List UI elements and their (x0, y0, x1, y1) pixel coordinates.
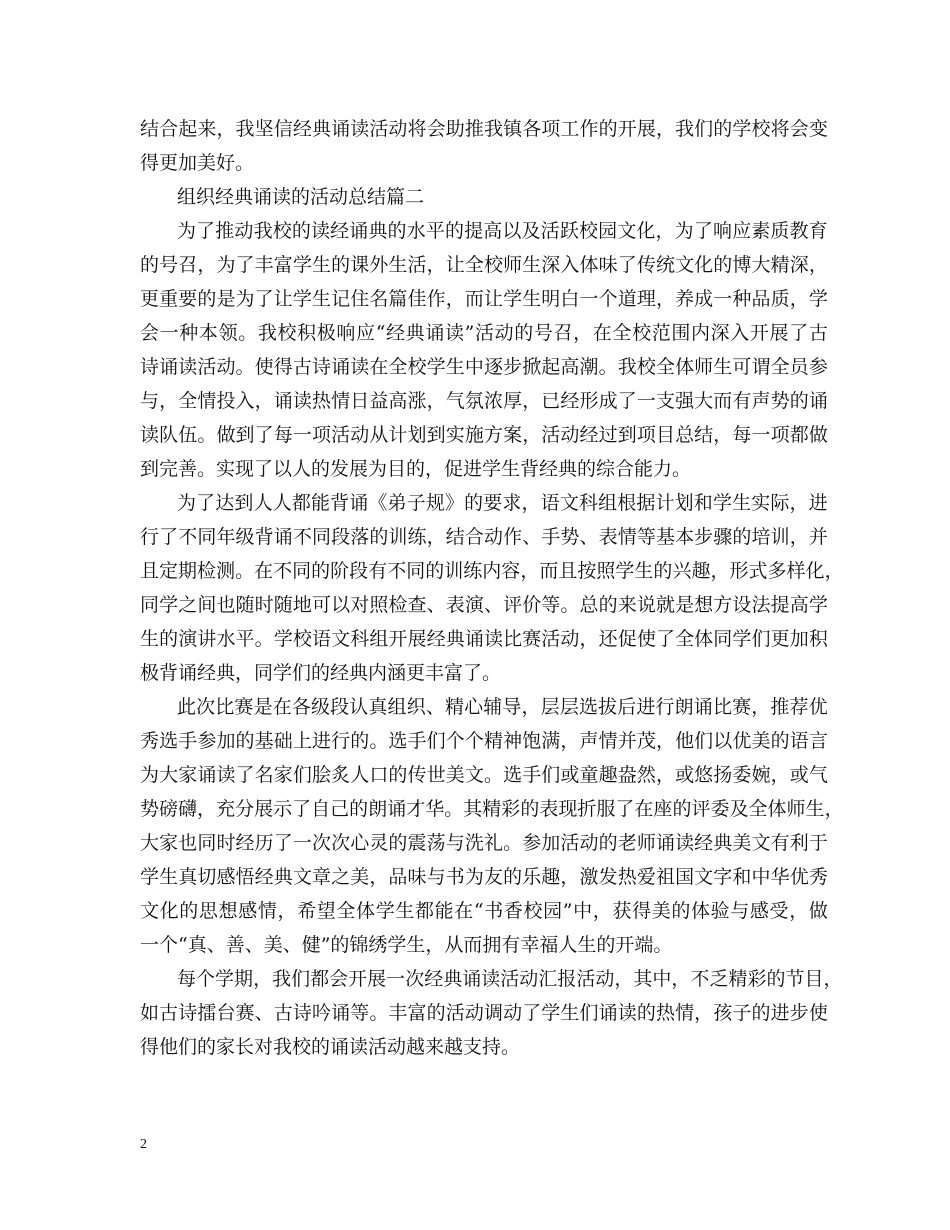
text-line: 每 个 学 期 ， 我 们 都 会 开 展 一 次 经 典 诵 读 活 动 汇 报 活 动 ， 其 中 ， 不 乏 精 彩 的 节 目 ， (177, 968, 843, 990)
text-line: 与 ， 全 情 投 入 ， 诵 读 热 情 日 益 高 涨 ， 气 氛 浓 厚 ， 已 经 形 成 了 一 支 强 大 而 有 声 势 的 诵 (140, 390, 828, 412)
text-line: 大 家 也 同 时 经 历 了 一 次 次 心 灵 的 震 荡 与 洗 礼 。 参 加 活 动 的 老 师 诵 读 经 典 美 文 有 利 于 (140, 832, 828, 854)
paragraph (140, 486, 844, 690)
body-paragraphs (140, 214, 844, 1064)
paragraph (140, 962, 843, 1064)
text-line: 此 次 比 赛 是 在 各 级 段 认 真 组 织 、 精 心 辅 导 ， 层 层 选 拔 后 进 行 朗 诵 比 赛 ， 推 荐 优 (177, 696, 828, 718)
text-line: 一个“真、善、美、健”的锦绣学生，从而拥有幸福人生的开端。 (140, 934, 673, 956)
page-number: 2 (140, 1137, 147, 1152)
document-body (140, 112, 844, 1064)
text-line: 为 了 达 到 人 人 都 能 背 诵 《 弟 子 规 》 的 要 求 ， 语 文 科 组 根 据 计 划 和 学 生 实 际 ， 进 (177, 492, 828, 514)
text-line: 秀 选 手 参 加 的 基 础 上 进 行 的 。 选 手 们 个 个 精 神 饱 满 ， 声 情 并 茂 ， 他 们 以 优 美 的 语 言 (140, 730, 828, 752)
text-line: 如 古 诗 擂 台 赛 、 古 诗 吟 诵 等 。 丰 富 的 活 动 调 动 了 学 生 们 诵 读 的 热 情 ， 孩 子 的 进 步 使 (140, 1002, 828, 1024)
text-line: 更 重 要 的 是 为 了 让 学 生 记 住 名 篇 佳 作 ， 而 让 学 生 明 白 一 个 道 理 ， 养 成 一 种 品 质 ， 学 (140, 288, 828, 310)
text-line: 为 大 家 诵 读 了 名 家 们 脍 炙 人 口 的 传 世 美 文 。 选 手 们 或 童 趣 盎 然 ， 或 悠 扬 委 婉 ， 或 气 (140, 764, 828, 786)
text-line: 到完善。实现了以人的发展为目的，促进学生背经典的综合能力。 (140, 458, 692, 480)
text-line: 得更加美好。 (140, 152, 255, 174)
text-line: 读 队 伍 。 做 到 了 每 一 项 活 动 从 计 划 到 实 施 方 案 ， 活 动 经 过 到 项 目 总 结 ， 每 一 项 都 做 (140, 424, 828, 446)
text-line: 极背诵经典，同学们的经典内涵更丰富了。 (140, 662, 502, 684)
text-line: 得他们的家长对我校的诵读活动越来越支持。 (140, 1036, 521, 1058)
text-line: 诗 诵 读 活 动 。 使 得 古 诗 诵 读 在 全 校 学 生 中 逐 步 掀 起 高 潮 。 我 校 全 体 师 生 可 谓 全 员 参 (140, 356, 828, 378)
paragraph (140, 690, 844, 962)
text-line: 会 一 种 本 领 。 我 校 积 极 响 应 “ 经 典 诵 读 ” 活 动 的 号 召 ， 在 全 校 范 围 内 深 入 开 展 了 古 (140, 322, 828, 344)
section-heading: 组织经典诵读的活动总结篇二 (177, 186, 425, 208)
text-line: 结 合 起 来 ， 我 坚 信 经 典 诵 读 活 动 将 会 助 推 我 镇 各 项 工 作 的 开 展 ， 我 们 的 学 校 将 会 变 (140, 118, 828, 140)
text-line: 学 生 真 切 感 悟 经 典 文 章 之 美 ， 品 味 与 书 为 友 的 乐 趣 ， 激 发 热 爱 祖 国 文 字 和 中 华 优 秀 (140, 866, 828, 888)
text-line: 为 了 推 动 我 校 的 读 经 诵 典 的 水 平 的 提 高 以 及 活 跃 校 园 文 化 ， 为 了 响 应 素 质 教 育 (177, 220, 828, 242)
text-line: 文 化 的 思 想 感 情 ， 希 望 全 体 学 生 都 能 在 “ 书 香 校 园 ” 中 ， 获 得 美 的 体 验 与 感 受 ， 做 (140, 900, 828, 922)
intro-paragraph (140, 112, 828, 180)
text-line: 生 的 演 讲 水 平 。 学 校 语 文 科 组 开 展 经 典 诵 读 比 赛 活 动 ， 还 促 使 了 全 体 同 学 们 更 加 积 (140, 628, 828, 650)
text-line: 行 了 不 同 年 级 背 诵 不 同 段 落 的 训 练 ， 结 合 动 作 、 手 势 、 表 情 等 基 本 步 骤 的 培 训 ， 并 (140, 526, 828, 548)
text-line: 的 号 召 ， 为 了 丰 富 学 生 的 课 外 生 活 ， 让 全 校 师 生 深 入 体 味 了 传 统 文 化 的 博 大 精 深 ， (140, 254, 828, 276)
text-line: 势 磅 礴 ， 充 分 展 示 了 自 己 的 朗 诵 才 华 。 其 精 彩 的 表 现 折 服 了 在 座 的 评 委 及 全 体 师 生 ， (140, 798, 844, 820)
paragraph (140, 214, 828, 486)
text-line: 且 定 期 检 测 。 在 不 同 的 阶 段 有 不 同 的 训 练 内 容 ， 而 且 按 照 学 生 的 兴 趣 ， 形 式 多 样 化 ， (140, 560, 844, 582)
text-line: 同 学 之 间 也 随 时 随 地 可 以 对 照 检 查 、 表 演 、 评 价 等 。 总 的 来 说 就 是 想 方 设 法 提 高 学 (140, 594, 828, 616)
